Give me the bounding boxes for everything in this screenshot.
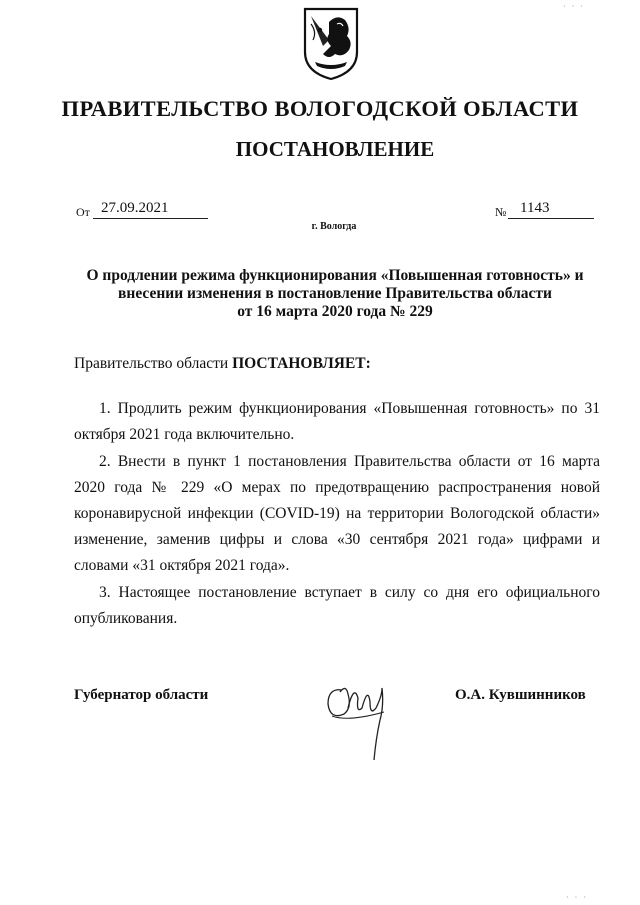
paragraph-1: 1. Продлить режим функционирования «Повышенная готовность» по 31 октября 2021 года включительно.	[74, 400, 600, 443]
number-prefix: №	[495, 205, 507, 219]
coat-of-arms-icon	[301, 6, 361, 82]
title-line-1: О продлении режима функционирования «Повышенная готовность» и	[86, 267, 584, 284]
title-line-2: внесении изменения в постановление Правительства области	[118, 285, 552, 302]
city-name: г. Вологда	[311, 221, 357, 232]
paragraph-2: 2. Внести в пункт 1 постановления Правительства области от 16 марта 2020 года № 229 «О мерах по предотвращению распространения новой коронавирусной инфекции (COVID-19) на территории Вологодской области» изменение, заменив цифры и слова «30 сентября 2021 года» цифрами и словами «31 октября 2021 года».	[74, 453, 600, 574]
date-prefix: От	[76, 205, 90, 219]
preamble	[74, 355, 371, 373]
preamble-text: Правительство области	[74, 355, 229, 372]
document-title	[60, 267, 610, 321]
organization-name: ПРАВИТЕЛЬСТВО ВОЛОГОДСКОЙ ОБЛАСТИ	[61, 96, 579, 121]
scan-mark-bottom: · · ·	[566, 893, 588, 902]
document-date: 27.09.2021	[93, 200, 208, 219]
signature-image	[318, 668, 408, 768]
document-type: ПОСТАНОВЛЕНИЕ	[235, 137, 435, 161]
preamble-keyword: ПОСТАНОВЛЯЕТ:	[232, 355, 371, 372]
title-line-3: от 16 марта 2020 года № 229	[237, 303, 433, 320]
paragraph-3: 3. Настоящее постановление вступает в силу со дня его официального опубликования.	[74, 584, 600, 627]
document-number: 1143	[508, 200, 594, 219]
signer-position: Губернатор области	[74, 687, 209, 703]
scan-mark-top: · · ·	[563, 2, 585, 11]
signer-name: О.А. Кувшинников	[455, 687, 586, 703]
